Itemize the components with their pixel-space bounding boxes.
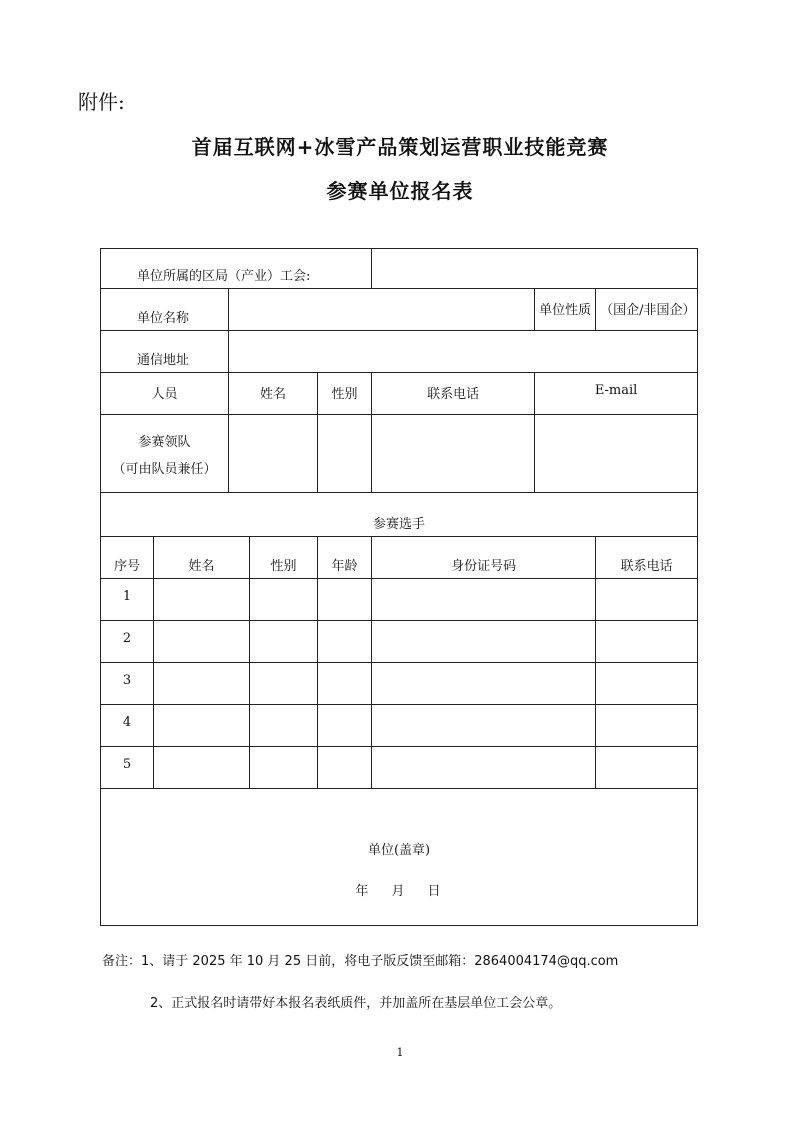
district-union-label: 单位所属的区局（产业）工会: [101, 249, 372, 289]
player-index: 4 [101, 705, 154, 747]
staff-header-role: 人员 [101, 373, 229, 415]
table-row [101, 663, 698, 705]
player-phone-field[interactable] [596, 747, 698, 789]
player-id-field[interactable] [372, 705, 596, 747]
player-age-field[interactable] [318, 705, 372, 747]
staff-header-name: 姓名 [229, 373, 318, 415]
player-phone-field[interactable] [596, 579, 698, 621]
form-title: 参赛单位报名表 [326, 179, 474, 203]
players-header-id: 身份证号码 [372, 537, 596, 579]
players-header-age: 年龄 [318, 537, 372, 579]
leader-label-line1: 参赛领队 [138, 434, 191, 450]
player-gender-field[interactable] [250, 621, 318, 663]
player-age-field[interactable] [318, 579, 372, 621]
stamp-area [101, 789, 698, 926]
unit-name-field[interactable] [229, 289, 535, 331]
player-gender-field[interactable] [250, 705, 318, 747]
stamp-label: 单位(盖章) [367, 843, 431, 858]
player-name-field[interactable] [154, 621, 250, 663]
player-id-field[interactable] [372, 621, 596, 663]
player-id-field[interactable] [372, 663, 596, 705]
player-phone-field[interactable] [596, 621, 698, 663]
players-header-index: 序号 [101, 537, 154, 579]
leader-gender-field[interactable] [318, 415, 372, 493]
player-age-field[interactable] [318, 621, 372, 663]
table-row [101, 705, 698, 747]
player-gender-field[interactable] [250, 663, 318, 705]
table-row [101, 579, 698, 621]
leader-email-field[interactable] [535, 415, 698, 493]
players-header-phone: 联系电话 [596, 537, 698, 579]
player-phone-field[interactable] [596, 705, 698, 747]
player-phone-field[interactable] [596, 663, 698, 705]
staff-header-email: E-mail [535, 373, 698, 415]
unit-name-label: 单位名称 [101, 289, 229, 331]
leader-label [101, 415, 229, 493]
staff-header-phone: 联系电话 [372, 373, 535, 415]
player-index: 1 [101, 579, 154, 621]
players-section-label: 参赛选手 [101, 493, 698, 537]
staff-header-gender: 性别 [318, 373, 372, 415]
table-row [101, 621, 698, 663]
date-label: 年 月 日 [355, 884, 443, 899]
player-gender-field[interactable] [250, 747, 318, 789]
table-row [101, 747, 698, 789]
note-deadline: 备注：1、请于 2025 年 10 月 25 日前，将电子版反馈至邮箱：2864004174@qq.com [102, 954, 619, 969]
address-label: 通信地址 [101, 331, 229, 373]
leader-label-line2: （可由队员兼任） [112, 461, 217, 477]
leader-phone-field[interactable] [372, 415, 535, 493]
unit-nature-label: 单位性质 [535, 289, 596, 331]
player-name-field[interactable] [154, 705, 250, 747]
player-name-field[interactable] [154, 747, 250, 789]
player-name-field[interactable] [154, 579, 250, 621]
note-paper-copy: 2、正式报名时请带好本报名表纸质件，并加盖所在基层单位工会公章。 [150, 996, 562, 1011]
page-number: 1 [396, 1046, 404, 1059]
address-field[interactable] [229, 331, 698, 373]
player-index: 2 [101, 621, 154, 663]
attachment-label: 附件: [78, 90, 125, 114]
player-index: 5 [101, 747, 154, 789]
player-age-field[interactable] [318, 747, 372, 789]
player-age-field[interactable] [318, 663, 372, 705]
district-union-field[interactable] [372, 249, 698, 289]
player-index: 3 [101, 663, 154, 705]
player-name-field[interactable] [154, 663, 250, 705]
player-id-field[interactable] [372, 579, 596, 621]
registration-form [100, 248, 698, 926]
player-gender-field[interactable] [250, 579, 318, 621]
players-header-gender: 性别 [250, 537, 318, 579]
players-header-name: 姓名 [154, 537, 250, 579]
leader-name-field[interactable] [229, 415, 318, 493]
player-id-field[interactable] [372, 747, 596, 789]
page-title: 首届互联网+冰雪产品策划运营职业技能竞赛 [191, 135, 609, 159]
unit-nature-field[interactable]: （国企/非国企） [596, 289, 698, 331]
